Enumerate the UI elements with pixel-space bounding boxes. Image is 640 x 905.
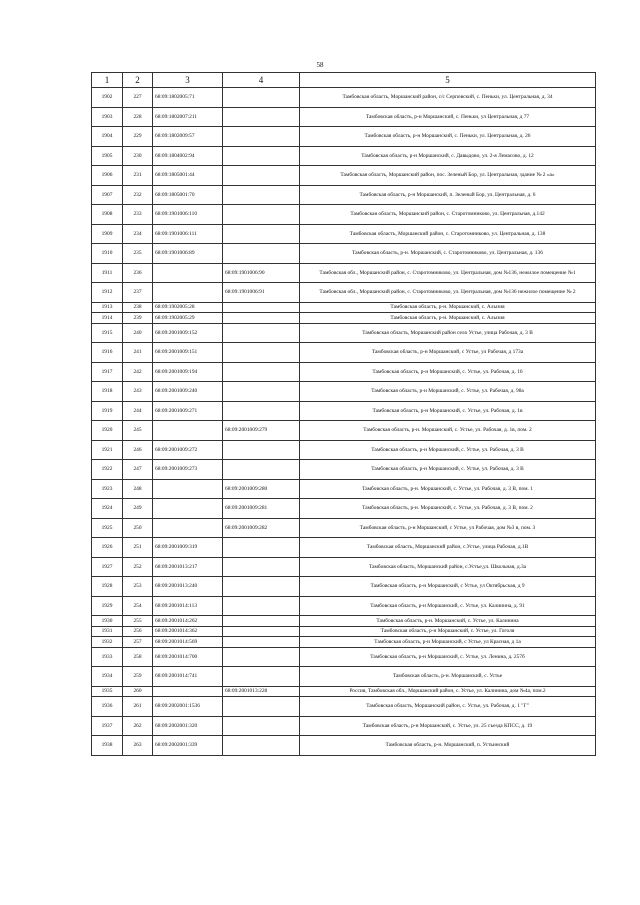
- address-cell: Тамбовская область, р-н Моршанский, с Устье, ул Рабочая, дом №3 в, пом. 3: [300, 518, 596, 538]
- row-number-cell: 1921: [92, 440, 123, 460]
- index-cell: 227: [123, 88, 153, 108]
- index-cell: 245: [123, 421, 153, 441]
- address-cell: Тамбовская область, р-н Моршанский, с Устье, ул Красная, д 1а: [300, 637, 596, 648]
- cadastral-number-cell: 68:09:2002001:339: [153, 736, 223, 756]
- row-number-cell: 1915: [92, 323, 123, 343]
- table-row: [92, 557, 596, 577]
- table-row: [92, 146, 596, 166]
- address-cell: Тамбовская обл., Моршанский район, с. Старотомниково, ул. Центральная, дом №136, нежилое помещение №1: [300, 263, 596, 283]
- page-number: 58: [316, 61, 324, 69]
- premises-cadastral-cell: [223, 166, 300, 186]
- row-number-cell: 1908: [92, 205, 123, 225]
- cadastral-number-cell: [153, 499, 223, 519]
- table-row: [92, 205, 596, 225]
- cadastral-number-cell: [153, 686, 223, 697]
- table-row: [92, 596, 596, 616]
- row-number-cell: 1936: [92, 697, 123, 717]
- index-cell: 248: [123, 479, 153, 499]
- premises-cadastral-cell: [223, 577, 300, 597]
- address-cell: Тамбовская область, р-н. Моршанский, с. Устье, ул. Рабочая, д. 3 В, пом. 2: [300, 499, 596, 519]
- premises-cadastral-cell: [223, 302, 300, 313]
- table-row: [92, 323, 596, 343]
- premises-cadastral-cell: 68:09:1901006:91: [223, 283, 300, 303]
- address-cell: Тамбовская область, р-н. Моршанский, с. Устье, ул. Рабочая, д. 1в, пом. 2: [300, 421, 596, 441]
- premises-cadastral-cell: [223, 224, 300, 244]
- index-cell: 259: [123, 667, 153, 687]
- address-cell: Тамбовская область, Моршанский район, с. Устье, ул. Рабочая, д. 1 "Г": [300, 697, 596, 717]
- address-cell: Тамбовская область, р-н Моршанский, п. Зеленый Бор, ул. Центральная, д. 6: [300, 185, 596, 205]
- row-number-cell: 1923: [92, 479, 123, 499]
- table-header-row: [92, 73, 596, 88]
- row-number-cell: 1927: [92, 557, 123, 577]
- row-number-cell: 1912: [92, 283, 123, 303]
- address-cell: Тамбовская область, р-н Моршанский, с. Устье, ул. Рабочая, д. 3 В: [300, 440, 596, 460]
- premises-cadastral-cell: [223, 716, 300, 736]
- row-number-cell: 1935: [92, 686, 123, 697]
- address-cell: Тамбовская область, р-н. Моршанский, с. Алызия: [300, 313, 596, 324]
- address-cell: Тамбовская область, р-н Моршанский, с. Устье, ул. Рабочая, д. 98а: [300, 382, 596, 402]
- table-row: [92, 88, 596, 108]
- premises-cadastral-cell: [223, 313, 300, 324]
- row-number-cell: 1920: [92, 421, 123, 441]
- table-row: [92, 166, 596, 186]
- address-cell: Тамбовская область, р-н. Моршанский, с. Старотомниково, ул. Центральная, д. 136: [300, 244, 596, 264]
- cadastral-number-cell: [153, 283, 223, 303]
- premises-cadastral-cell: 68:09:2001009:279: [223, 421, 300, 441]
- cadastral-number-cell: [153, 421, 223, 441]
- table-row: [92, 616, 596, 627]
- cadastral-number-cell: 68:09:1805001:70: [153, 185, 223, 205]
- index-cell: 257: [123, 637, 153, 648]
- table-row: [92, 382, 596, 402]
- table-row: [92, 107, 596, 127]
- premises-cadastral-cell: [223, 362, 300, 382]
- index-cell: 241: [123, 343, 153, 363]
- address-cell: Тамбовская область, р-н Моршанский, с. Пеньки, ул. Центральная, д. 26: [300, 127, 596, 147]
- premises-cadastral-cell: [223, 538, 300, 558]
- address-cell: Тамбовская область, Моршанский район, с. Старотомниково, ул. Центральная, д.142: [300, 205, 596, 225]
- cadastral-number-cell: 68:09:1901006:110: [153, 205, 223, 225]
- table-row: [92, 460, 596, 480]
- premises-cadastral-cell: [223, 616, 300, 627]
- cadastral-number-cell: 68:09:2002001:320: [153, 716, 223, 736]
- index-cell: 234: [123, 224, 153, 244]
- index-cell: 263: [123, 736, 153, 756]
- column-header: 4: [223, 73, 300, 88]
- index-cell: 237: [123, 283, 153, 303]
- cadastral-number-cell: 68:09:2001014:569: [153, 637, 223, 648]
- index-cell: 252: [123, 557, 153, 577]
- row-number-cell: 1929: [92, 596, 123, 616]
- table-row: [92, 263, 596, 283]
- address-cell: Тамбовская область, р-н. Моршанский, с. Устье, ул. Калинина: [300, 616, 596, 627]
- row-number-cell: 1911: [92, 263, 123, 283]
- cadastral-number-cell: 68:09:2001014:262: [153, 616, 223, 627]
- index-cell: 228: [123, 107, 153, 127]
- index-cell: 240: [123, 323, 153, 343]
- table-row: [92, 538, 596, 558]
- row-number-cell: 1922: [92, 460, 123, 480]
- index-cell: 258: [123, 647, 153, 667]
- row-number-cell: 1903: [92, 107, 123, 127]
- premises-cadastral-cell: [223, 382, 300, 402]
- index-cell: 253: [123, 577, 153, 597]
- table-row: [92, 343, 596, 363]
- table-row: [92, 283, 596, 303]
- cadastral-number-cell: 68:09:2001013:240: [153, 577, 223, 597]
- address-cell: Тамбовская область, р-н Моршанский, с. Устье, ул. Рабочая, д. 16: [300, 362, 596, 382]
- premises-cadastral-cell: 68:09:1901006:90: [223, 263, 300, 283]
- premises-cadastral-cell: 68:09:2001009:280: [223, 479, 300, 499]
- index-cell: 255: [123, 616, 153, 627]
- row-number-cell: 1931: [92, 626, 123, 637]
- row-number-cell: 1910: [92, 244, 123, 264]
- premises-cadastral-cell: [223, 667, 300, 687]
- row-number-cell: 1913: [92, 302, 123, 313]
- index-cell: 260: [123, 686, 153, 697]
- address-cell: Тамбовская обл., Моршанский район, с. Старотомниково, ул. Центральная, дом №136 нежилое помещение № 2: [300, 283, 596, 303]
- premises-cadastral-cell: 68:09:2001013:228: [223, 686, 300, 697]
- address-cell: Тамбовская область, р-н Моршанский, с Устье, ул Рабочая, д 173а: [300, 343, 596, 363]
- premises-cadastral-cell: [223, 244, 300, 264]
- address-cell: Тамбовская область, Моршанский район, с. Старотомниково, ул. Центральная, д. 138: [300, 224, 596, 244]
- cadastral-number-cell: 68:09:1901006:89: [153, 244, 223, 264]
- address-cell: Тамбовская область, р-н Моршанский, с Устье, ул Октябрьская, д 9: [300, 577, 596, 597]
- address-cell: Тамбовская область, Моршанский район, с/с Серповский, с. Пеньки, ул. Центральная, д. 34: [300, 88, 596, 108]
- row-number-cell: 1924: [92, 499, 123, 519]
- table-row: [92, 686, 596, 697]
- table-row: [92, 362, 596, 382]
- row-number-cell: 1937: [92, 716, 123, 736]
- cadastral-number-cell: 68:09:1802005:71: [153, 88, 223, 108]
- address-cell: Тамбовская область, р-н Моршанский, с. Устье, ул. Рабочая, д. 1в: [300, 401, 596, 421]
- row-number-cell: 1925: [92, 518, 123, 538]
- cadastral-number-cell: 68:09:1802009:57: [153, 127, 223, 147]
- premises-cadastral-cell: [223, 185, 300, 205]
- property-registry-table: [91, 72, 596, 756]
- premises-cadastral-cell: [223, 343, 300, 363]
- premises-cadastral-cell: 68:09:2001009:281: [223, 499, 300, 519]
- row-number-cell: 1916: [92, 343, 123, 363]
- cadastral-number-cell: [153, 263, 223, 283]
- address-cell: Тамбовская область, р-н. Моршанский, с. Устье, ул. Рабочая, д. 3 В, пом. 1: [300, 479, 596, 499]
- row-number-cell: 1934: [92, 667, 123, 687]
- table-row: [92, 224, 596, 244]
- cadastral-number-cell: 68:09:1902005:29: [153, 313, 223, 324]
- index-cell: 229: [123, 127, 153, 147]
- row-number-cell: 1938: [92, 736, 123, 756]
- row-number-cell: 1914: [92, 313, 123, 324]
- premises-cadastral-cell: [223, 107, 300, 127]
- column-header: 5: [300, 73, 596, 88]
- index-cell: 246: [123, 440, 153, 460]
- row-number-cell: 1904: [92, 127, 123, 147]
- premises-cadastral-cell: [223, 736, 300, 756]
- table-row: [92, 667, 596, 687]
- address-cell: Тамбовская область, р-н Моршанский, с. Устье, ул. Калинина, д. 91: [300, 596, 596, 616]
- table-row: [92, 697, 596, 717]
- address-cell: Тамбовская область, Моршанский район село Устье, улица Рабочая, д. 3 В: [300, 323, 596, 343]
- table-row: [92, 302, 596, 313]
- index-cell: 256: [123, 626, 153, 637]
- premises-cadastral-cell: [223, 647, 300, 667]
- index-cell: 238: [123, 302, 153, 313]
- table-row: [92, 244, 596, 264]
- row-number-cell: 1918: [92, 382, 123, 402]
- cadastral-number-cell: 68:09:2001009:271: [153, 401, 223, 421]
- address-cell: Тамбовская область, р-н Моршанский, с. Устье, ул. Ленина, д. 257б: [300, 647, 596, 667]
- premises-cadastral-cell: [223, 88, 300, 108]
- premises-cadastral-cell: [223, 697, 300, 717]
- cadastral-number-cell: 68:09:1901006:111: [153, 224, 223, 244]
- table-row: [92, 440, 596, 460]
- cadastral-number-cell: 68:09:2001014:362: [153, 626, 223, 637]
- table-row: [92, 499, 596, 519]
- address-cell: Тамбовская область, Моршанский район, пос. Зеленый Бор, ул. Центральная, здание № 2 «а»: [300, 166, 596, 186]
- index-cell: 233: [123, 205, 153, 225]
- address-cell: Тамбовская область, Моршанский район, с.Устье,ул. Школьная, д.3а: [300, 557, 596, 577]
- column-header: 3: [153, 73, 223, 88]
- table-row: [92, 421, 596, 441]
- row-number-cell: 1902: [92, 88, 123, 108]
- table-row: [92, 637, 596, 648]
- cadastral-number-cell: 68:09:2001014:741: [153, 667, 223, 687]
- premises-cadastral-cell: [223, 440, 300, 460]
- row-number-cell: 1919: [92, 401, 123, 421]
- address-cell: Тамбовская область, р-н Моршанский, с. Устье, ул. 25 съезда КПСС, д. 19: [300, 716, 596, 736]
- premises-cadastral-cell: [223, 323, 300, 343]
- cadastral-number-cell: 68:09:2001014:113: [153, 596, 223, 616]
- cadastral-number-cell: [153, 518, 223, 538]
- cadastral-number-cell: 68:09:2001013:217: [153, 557, 223, 577]
- cadastral-number-cell: 68:09:2001009:272: [153, 440, 223, 460]
- table-row: [92, 313, 596, 324]
- premises-cadastral-cell: [223, 460, 300, 480]
- index-cell: 239: [123, 313, 153, 324]
- table-row: [92, 647, 596, 667]
- cadastral-number-cell: 68:09:2001014:700: [153, 647, 223, 667]
- index-cell: 231: [123, 166, 153, 186]
- row-number-cell: 1932: [92, 637, 123, 648]
- row-number-cell: 1933: [92, 647, 123, 667]
- address-cell: Россия, Тамбовская обл., Моршанский район, с. Устье, ул. Калинина, дом №4а, пом.2: [300, 686, 596, 697]
- row-number-cell: 1907: [92, 185, 123, 205]
- index-cell: 243: [123, 382, 153, 402]
- premises-cadastral-cell: [223, 127, 300, 147]
- cadastral-number-cell: 68:09:1802007:211: [153, 107, 223, 127]
- index-cell: 236: [123, 263, 153, 283]
- address-cell: Тамбовская область, Моршанский район, с.Устье, улица Рабочая, д.1В: [300, 538, 596, 558]
- cadastral-number-cell: 68:09:2002001:1536: [153, 697, 223, 717]
- premises-cadastral-cell: [223, 596, 300, 616]
- index-cell: 242: [123, 362, 153, 382]
- cadastral-number-cell: 68:09:1804002:94: [153, 146, 223, 166]
- row-number-cell: 1926: [92, 538, 123, 558]
- address-cell: Тамбовская область, р-н Моршанский, с. Пеньки, ул Центральная, д 77: [300, 107, 596, 127]
- table-row: [92, 479, 596, 499]
- table-row: [92, 518, 596, 538]
- row-number-cell: 1917: [92, 362, 123, 382]
- premises-cadastral-cell: [223, 146, 300, 166]
- table-row: [92, 626, 596, 637]
- cadastral-number-cell: 68:09:2001009:319: [153, 538, 223, 558]
- index-cell: 232: [123, 185, 153, 205]
- index-cell: 230: [123, 146, 153, 166]
- cadastral-number-cell: 68:09:2001009:151: [153, 343, 223, 363]
- address-cell: Тамбовская область, р-н. Моршанский, с. Устье: [300, 667, 596, 687]
- index-cell: 262: [123, 716, 153, 736]
- premises-cadastral-cell: [223, 626, 300, 637]
- cadastral-number-cell: 68:09:2001009:273: [153, 460, 223, 480]
- table-row: [92, 185, 596, 205]
- cadastral-number-cell: 68:09:1902005:28: [153, 302, 223, 313]
- premises-cadastral-cell: 68:09:2001009:282: [223, 518, 300, 538]
- table-row: [92, 716, 596, 736]
- table-row: [92, 736, 596, 756]
- index-cell: 261: [123, 697, 153, 717]
- cadastral-number-cell: 68:09:1805001:44: [153, 166, 223, 186]
- column-header: 1: [92, 73, 123, 88]
- premises-cadastral-cell: [223, 557, 300, 577]
- address-cell: Тамбовская область, р-н Моршанский, с. Устье, ул. Гоголя: [300, 626, 596, 637]
- premises-cadastral-cell: [223, 637, 300, 648]
- table-row: [92, 577, 596, 597]
- cadastral-number-cell: 68:09:2001009:152: [153, 323, 223, 343]
- premises-cadastral-cell: [223, 401, 300, 421]
- address-cell: Тамбовская область, р-н. Моршанский, п. Устьинский: [300, 736, 596, 756]
- address-cell: Тамбовская область, р-н Моршанский, с. Давыдово, ул. 2-я Лемасово, д. 12: [300, 146, 596, 166]
- index-cell: 254: [123, 596, 153, 616]
- index-cell: 251: [123, 538, 153, 558]
- table-row: [92, 401, 596, 421]
- premises-cadastral-cell: [223, 205, 300, 225]
- row-number-cell: 1928: [92, 577, 123, 597]
- row-number-cell: 1909: [92, 224, 123, 244]
- address-cell: Тамбовская область, р-н. Моршанский, с. Алызия: [300, 302, 596, 313]
- index-cell: 244: [123, 401, 153, 421]
- column-header: 2: [123, 73, 153, 88]
- cadastral-number-cell: [153, 479, 223, 499]
- cadastral-number-cell: 68:09:2001009:240: [153, 382, 223, 402]
- row-number-cell: 1906: [92, 166, 123, 186]
- address-cell: Тамбовская область, р-н Моршанский, с. Устье, ул. Рабочая, д. 3 В: [300, 460, 596, 480]
- cadastral-number-cell: 68:09:2001009:194: [153, 362, 223, 382]
- row-number-cell: 1930: [92, 616, 123, 627]
- table-row: [92, 127, 596, 147]
- index-cell: 250: [123, 518, 153, 538]
- index-cell: 247: [123, 460, 153, 480]
- row-number-cell: 1905: [92, 146, 123, 166]
- index-cell: 235: [123, 244, 153, 264]
- index-cell: 249: [123, 499, 153, 519]
